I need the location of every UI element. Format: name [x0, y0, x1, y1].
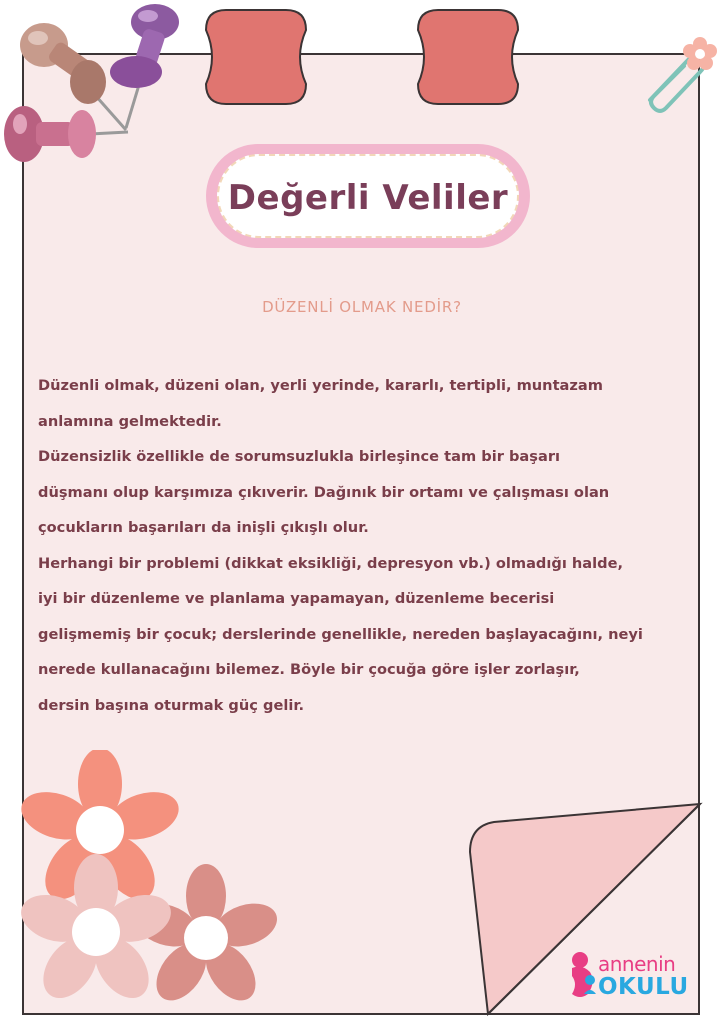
- brand-name-bottom: OKULU: [598, 974, 689, 1000]
- brand-logo: [568, 948, 692, 1004]
- brand-name-top: annenin: [598, 952, 676, 976]
- body-line: gelişmemiş bir çocuk; derslerinde genellikle, nereden başlayacağını, neyi: [38, 625, 643, 643]
- top-tab-right: [416, 8, 520, 106]
- title-banner: [206, 144, 530, 248]
- push-pin-purple: [110, 4, 179, 88]
- body-line: iyi bir düzenleme ve planlama yapamayan, düzenleme becerisi: [38, 590, 555, 607]
- brand-logo-icon: [568, 950, 600, 1002]
- body-line: Düzenli olmak, düzeni olan, yerli yerinde, kararlı, tertipli, muntazam: [38, 377, 603, 394]
- body-line: düşmanı olup karşımıza çıkıverir. Dağınık bir ortamı ve çalışması olan: [38, 483, 610, 501]
- body-line: dersin başına oturmak güç gelir.: [38, 696, 305, 714]
- title-inner: [217, 154, 519, 238]
- push-pin-icon: [0, 0, 190, 170]
- page-title: Değerli Veliler: [227, 178, 509, 218]
- push-pin-pink: [4, 106, 96, 162]
- flower-icon: [18, 750, 298, 1020]
- body-line: Düzensizlik özellikle de sorumsuzlukla birleşince tam bir başarı: [38, 448, 561, 465]
- body-line: anlamına gelmektedir.: [38, 412, 222, 430]
- body-text: [38, 368, 678, 723]
- body-line: nerede kullanacağını bilemez. Böyle bir çocuğa göre işler zorlaşır,: [38, 661, 580, 678]
- body-line: çocukların başarıları da inişli çıkışlı olur.: [38, 519, 369, 536]
- section-subtitle: DÜZENLİ OLMAK NEDİR?: [262, 298, 462, 316]
- push-pin-brown: [20, 23, 106, 104]
- body-line: Herhangi bir problemi (dikkat eksikliği, depresyon vb.) olmadığı halde,: [38, 554, 624, 572]
- paper-clip-icon: [640, 30, 724, 114]
- top-tab-left: [204, 8, 308, 106]
